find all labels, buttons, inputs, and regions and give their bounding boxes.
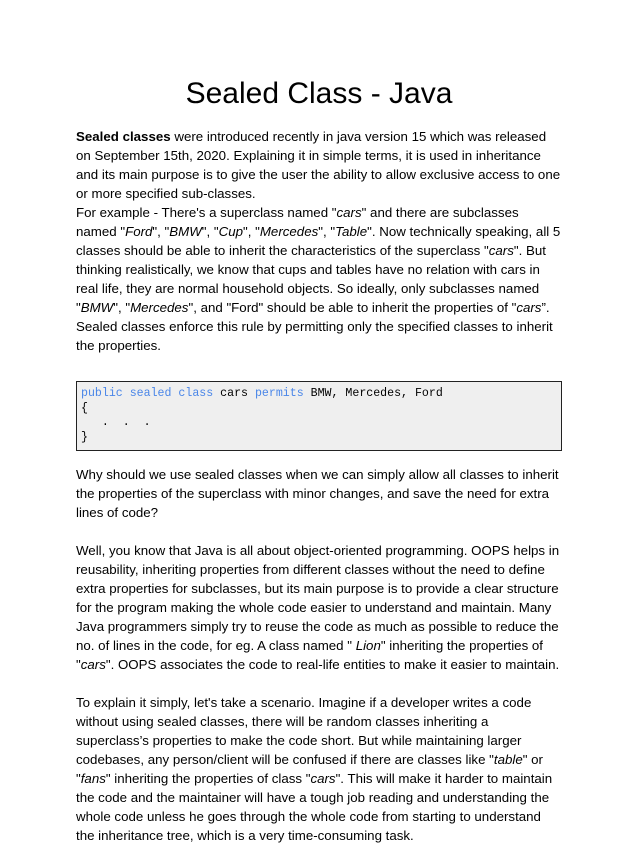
italic-term: cars xyxy=(488,243,514,258)
code-keyword: permits xyxy=(254,387,304,400)
italic-term: BMW xyxy=(80,300,114,315)
text-run: " inheriting the properties of " xyxy=(76,638,544,673)
text-run: " or " xyxy=(76,752,543,787)
text-run: " and there are subclasses named " xyxy=(76,205,519,239)
example-paragraph xyxy=(76,203,562,355)
text-run: ”. Sealed classes enforce this rule by permitting only the specified classes to inherit the properties. xyxy=(76,300,553,353)
code-keyword: public sealed class xyxy=(81,387,214,400)
italic-term: cars xyxy=(310,771,336,787)
italic-term: Mercedes xyxy=(259,224,319,239)
intro-paragraph xyxy=(76,127,562,203)
italic-term: Mercedes xyxy=(130,300,189,315)
code-text: BMW, Mercedes, Ford xyxy=(303,387,443,400)
text-run: ", and "Ford" should be able to inherit the properties of " xyxy=(188,300,517,315)
oops-paragraph xyxy=(76,541,562,674)
text-run: ", " xyxy=(243,224,260,239)
code-line: { xyxy=(81,401,88,415)
intro-bold-term: Sealed classes xyxy=(76,129,171,144)
text-run: Well, you know that Java is all about object-oriented programming. OOPS helps in reusability, inheriting properties from different classes without the need to define extra properties for subclasses, but its main purpose is to provide a clear structure for the program making the whole code easier to understand and maintain. Many Java programmers simply try to reuse the code as much as possible to reduce the no. of lines in the code, for eg. A class named " xyxy=(76,543,560,654)
intro-text: were introduced recently in java version 15 which was released on September 15th, 2020. Explaining it in simple terms, it is used in inheritance and its main purpose is to give the user the ability to allow exclusive access to one or more specified sub-classes. xyxy=(76,129,561,201)
italic-term: Cup xyxy=(218,224,244,239)
italic-term: Table xyxy=(335,224,368,239)
code-text: cars xyxy=(213,387,255,400)
italic-term: cars xyxy=(80,657,106,673)
code-block xyxy=(76,381,562,451)
italic-term: cars xyxy=(516,300,542,315)
italic-term: Lion xyxy=(355,638,381,654)
text-run: ". But thinking realistically, we know that cups and tables have no relation with cars in real life, they are normal household objects. So ideally, only subclasses named " xyxy=(76,243,546,315)
text-run: ". Now technically speaking, all 5 classes should be able to inherit the characteristics of the superclass " xyxy=(76,224,561,258)
code-line: } xyxy=(81,430,88,444)
text-run: ". This will make it harder to maintain the code and the maintainer will have a tough job reading and understanding the whole code unless he goes through the whole code from starting to understand the inheritance tree, which is a very time-consuming task. xyxy=(76,771,553,844)
text-run: ", " xyxy=(152,224,170,239)
code-line xyxy=(81,387,557,402)
text-run: " inheriting the properties of class " xyxy=(105,771,311,787)
text-run: ". OOPS associates the code to real-life entities to make it easier to maintain. xyxy=(105,657,560,673)
italic-term: fans xyxy=(80,771,106,787)
italic-term: Ford xyxy=(125,224,153,239)
why-paragraph: Why should we use sealed classes when we can simply allow all classes to inherit the properties of the superclass with minor changes, and save the need for extra lines of code? xyxy=(76,467,559,521)
code-line: . . . xyxy=(81,416,151,430)
italic-term: BMW xyxy=(169,224,202,239)
italic-term: cars xyxy=(336,205,362,220)
text-run: ", " xyxy=(318,224,336,239)
text-run: ", " xyxy=(113,300,131,315)
text-run: ", " xyxy=(201,224,219,239)
text-run: To explain it simply, let's take a scenario. Imagine if a developer writes a code without using sealed classes, there will be random classes inheriting a superclass’s properties to make the code short. But while maintaining larger codebases, any person/client will be confused if there are classes like " xyxy=(76,695,532,768)
page-title: Sealed Class - Java xyxy=(185,77,453,110)
text-run: For example - There's a superclass named " xyxy=(76,205,337,220)
scenario-paragraph xyxy=(76,693,562,845)
italic-term: table xyxy=(493,752,523,768)
